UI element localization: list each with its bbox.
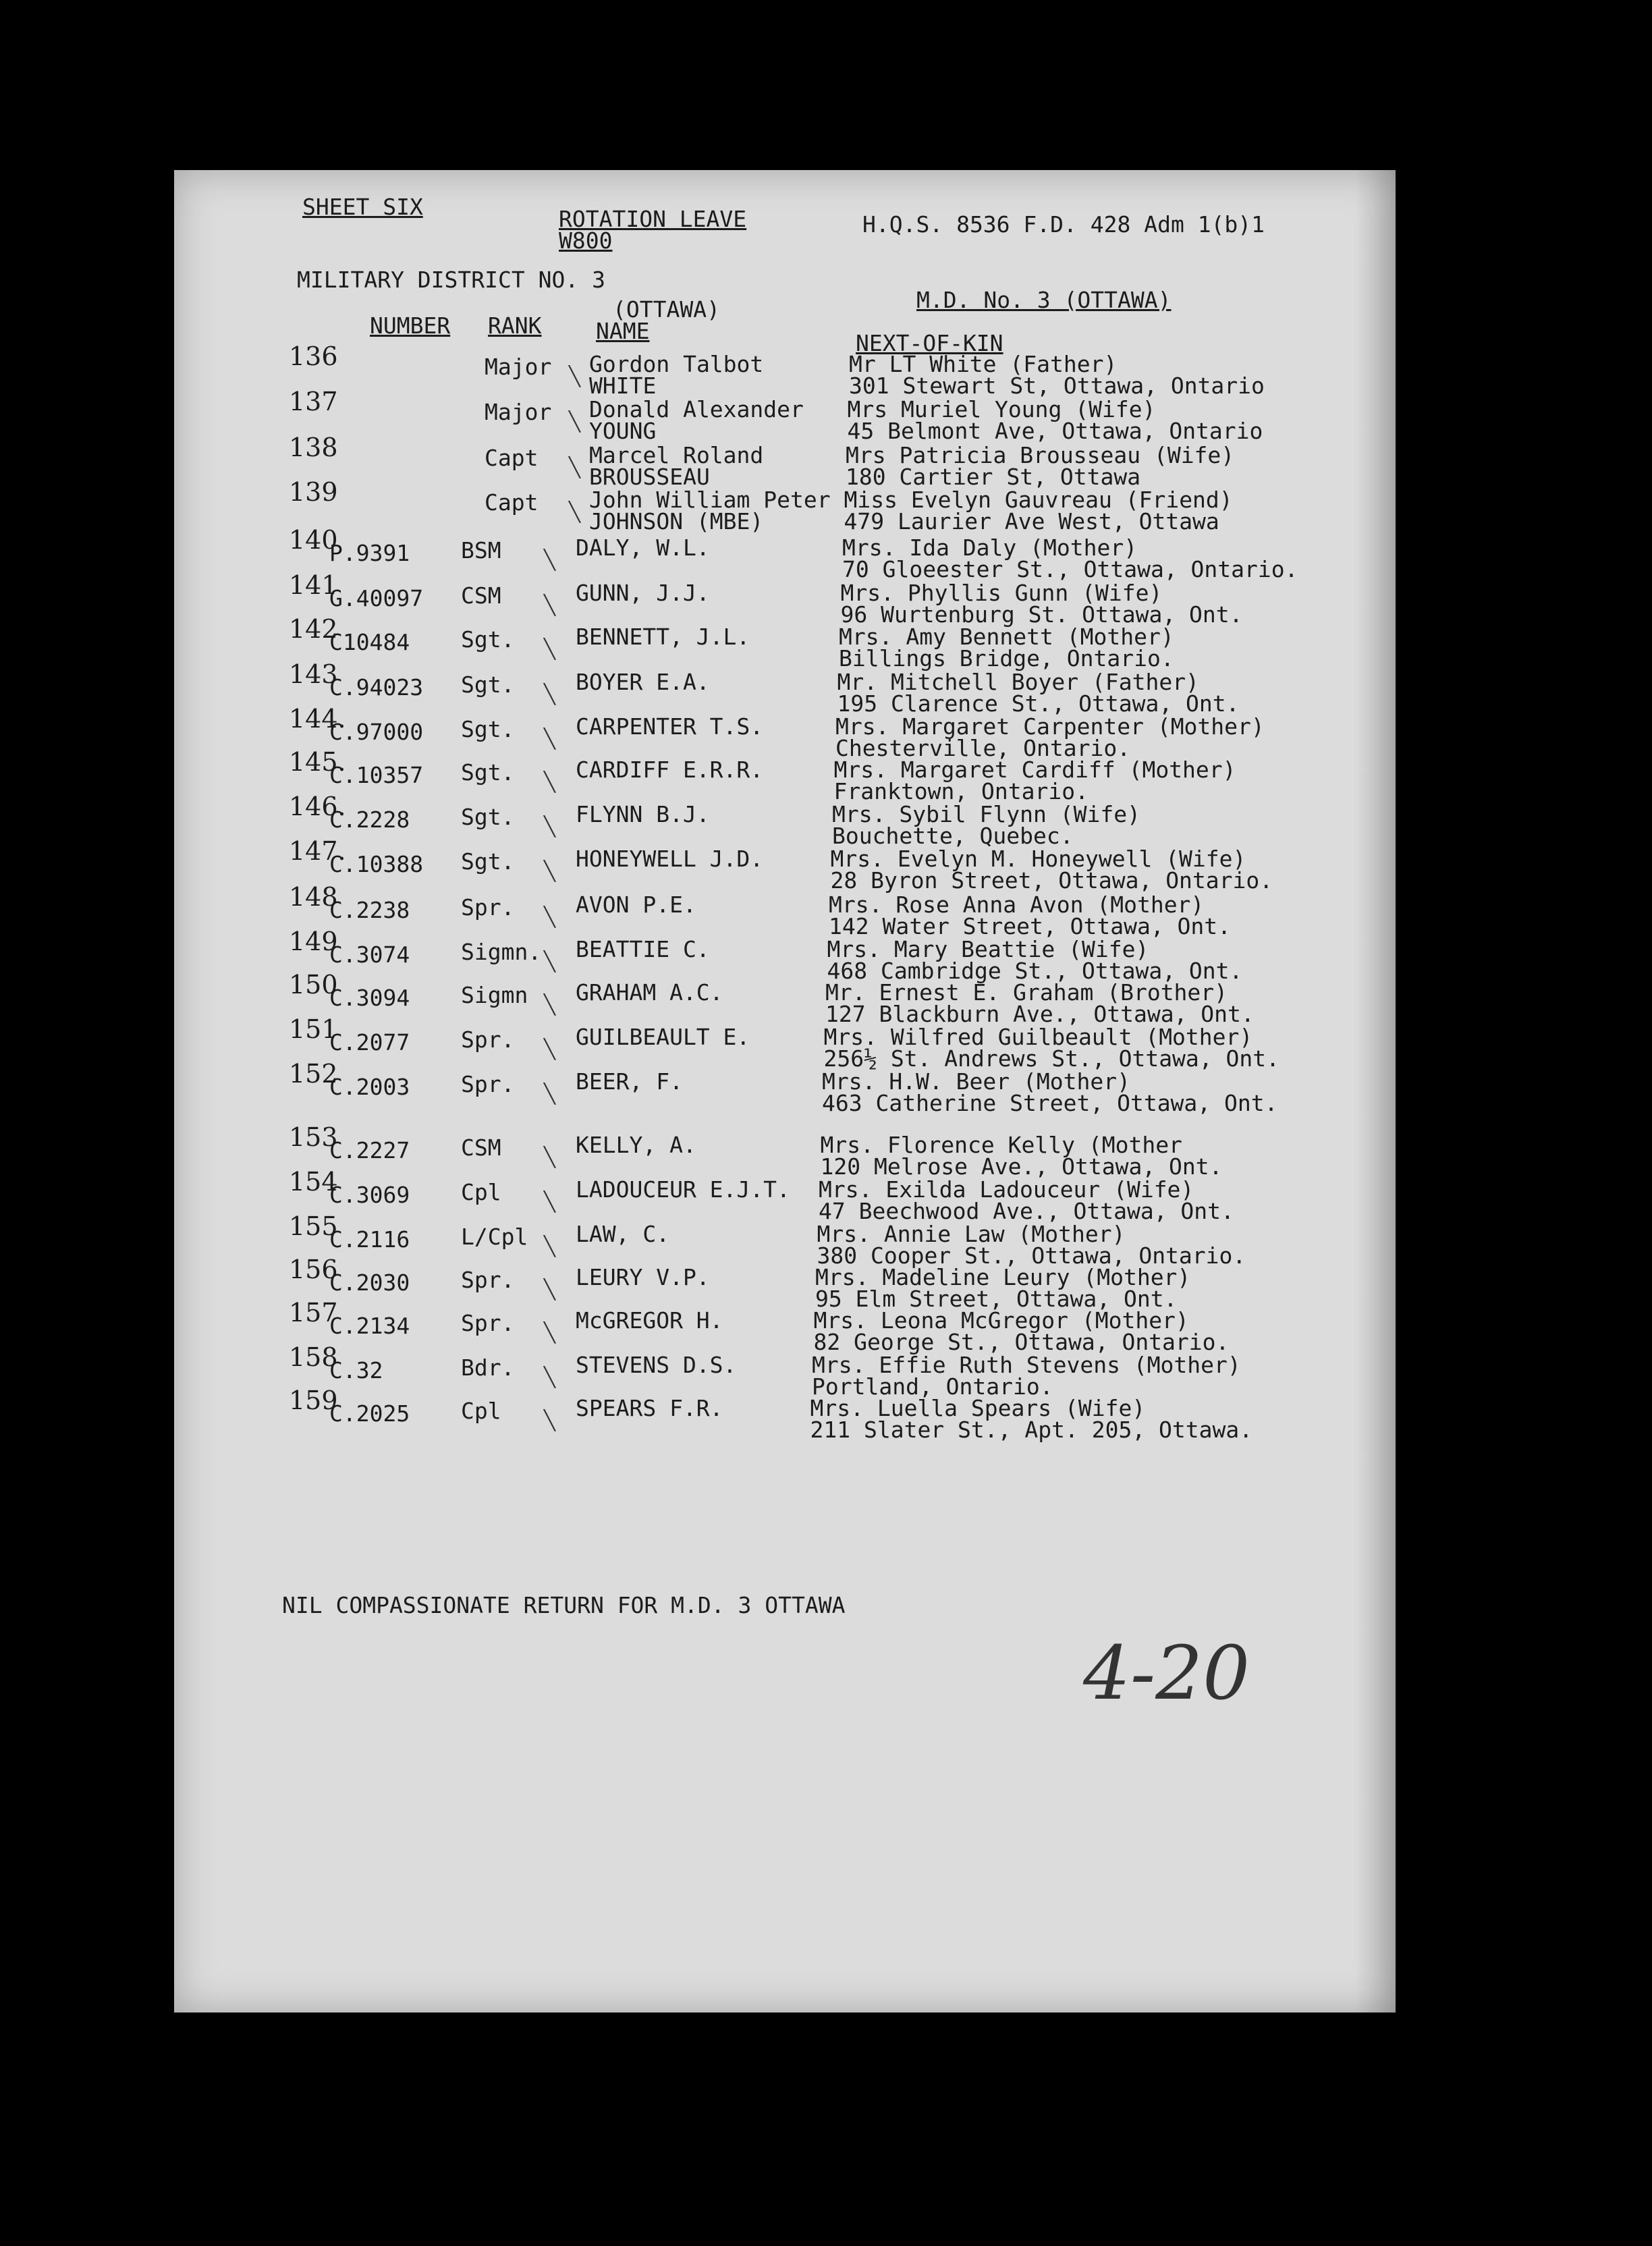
checkmark-icon: ╲: [544, 860, 555, 882]
row-rank: Spr.: [461, 1310, 515, 1336]
checkmark-icon: ╲: [544, 683, 555, 705]
row-line-number: 151: [289, 1014, 338, 1044]
row-line-number: 146.: [289, 792, 346, 821]
row-service-number: C.32: [329, 1357, 383, 1384]
row-address: Bouchette, Quebec.: [832, 823, 1074, 849]
table-row: [174, 433, 1396, 490]
row-service-number: C.2003: [329, 1074, 410, 1100]
table-row: [174, 927, 1396, 984]
row-rank: Sigmn: [461, 982, 528, 1008]
row-address: 211 Slater St., Apt. 205, Ottawa.: [810, 1417, 1253, 1443]
checkmark-icon: ╲: [544, 950, 555, 973]
checkmark-icon: ╲: [544, 1190, 555, 1213]
checkmark-icon: ╲: [544, 1083, 555, 1105]
row-address: 28 Byron Street, Ottawa, Ontario.: [830, 867, 1273, 894]
row-line-number: 149: [289, 927, 338, 956]
row-next-of-kin: Mrs. Phyllis Gunn (Wife): [840, 580, 1163, 606]
row-name: Donald Alexander: [589, 396, 804, 422]
row-name: FLYNN B.J.: [576, 801, 710, 827]
row-service-number: C.2116: [329, 1226, 410, 1253]
row-next-of-kin: Mrs. Luella Spears (Wife): [810, 1395, 1146, 1421]
row-service-number: C.2030: [329, 1269, 410, 1296]
row-address: 301 Stewart St, Ottawa, Ontario: [849, 373, 1265, 399]
row-name: KELLY, A.: [576, 1132, 696, 1158]
row-service-number: C.3094: [329, 985, 410, 1011]
row-rank: Major: [485, 354, 552, 380]
table-row: [174, 1059, 1396, 1116]
row-line-number: 139: [289, 477, 338, 507]
row-address: 142 Water Street, Ottawa, Ont.: [829, 913, 1232, 939]
row-address: 479 Laurier Ave West, Ottawa: [844, 508, 1219, 535]
row-name: BEER, F.: [576, 1068, 683, 1095]
row-line-number: 145.: [289, 747, 346, 777]
row-next-of-kin: Mrs. Sybil Flynn (Wife): [832, 801, 1140, 827]
row-name: CARDIFF E.R.R.: [576, 757, 764, 783]
row-service-number: P.9391: [329, 540, 410, 566]
checkmark-icon: ╲: [544, 815, 555, 838]
handwritten-annotation: 4-20: [1083, 1630, 1250, 1716]
row-address: 463 Catherine Street, Ottawa, Ont.: [822, 1090, 1278, 1116]
row-next-of-kin: Mrs Patricia Brousseau (Wife): [846, 442, 1235, 468]
row-address: 95 Elm Street, Ottawa, Ont.: [815, 1286, 1178, 1312]
row-line-number: 144.: [289, 704, 346, 734]
row-service-number: C.3074: [329, 941, 410, 968]
row-service-number: G.40097: [329, 585, 424, 611]
row-service-number: C.2238: [329, 897, 410, 923]
row-name: BOYER E.A.: [576, 669, 710, 695]
row-rank: Spr.: [461, 1267, 515, 1293]
row-service-number: C.97000: [329, 719, 424, 745]
row-rank: CSM: [461, 582, 501, 609]
row-name: DALY, W.L.: [576, 535, 710, 561]
row-rank: CSM: [461, 1134, 501, 1161]
checkmark-icon: ╲: [544, 728, 555, 750]
row-address: 127 Blackburn Ave., Ottawa, Ont.: [825, 1001, 1255, 1027]
row-name: John William Peter: [589, 487, 831, 513]
checkmark-icon: ╲: [569, 365, 580, 387]
row-line-number: 147.: [289, 836, 346, 866]
row-next-of-kin: Mr LT White (Father): [849, 351, 1118, 377]
row-rank: Sgt.: [461, 759, 515, 786]
row-line-number: 153: [289, 1122, 338, 1152]
row-address: Franktown, Ontario.: [833, 778, 1089, 804]
row-name: BEATTIE C.: [576, 936, 710, 962]
checkmark-icon: ╲: [544, 1366, 555, 1388]
row-rank: Cpl: [461, 1179, 501, 1205]
row-name-second-line: WHITE: [589, 373, 657, 399]
row-line-number: 142: [289, 614, 338, 644]
document-page: [174, 170, 1396, 2012]
row-next-of-kin: Mrs. Ida Daly (Mother): [842, 535, 1138, 561]
footer-note: NIL COMPASSIONATE RETURN FOR M.D. 3 OTTAWA: [282, 1592, 846, 1618]
checkmark-icon: ╲: [544, 993, 555, 1016]
row-next-of-kin: Mrs. Effie Ruth Stevens (Mother): [812, 1352, 1241, 1378]
row-rank: Sgt.: [461, 626, 515, 653]
row-address: 96 Wurtenburg St. Ottawa, Ont.: [840, 601, 1243, 628]
row-address: 195 Clarence St., Ottawa, Ont.: [837, 690, 1240, 717]
checkmark-icon: ╲: [544, 638, 555, 660]
row-name: Marcel Roland: [589, 442, 764, 468]
col-number: NUMBER: [370, 312, 451, 339]
row-name: LAW, C.: [576, 1221, 670, 1247]
row-rank: L/Cpl: [461, 1224, 528, 1250]
row-name: Gordon Talbot: [589, 351, 764, 377]
row-service-number: C.2077: [329, 1029, 410, 1056]
row-name: HONEYWELL J.D.: [576, 846, 764, 872]
row-next-of-kin: Mr. Ernest E. Graham (Brother): [825, 979, 1228, 1006]
table-row: [174, 387, 1396, 444]
row-line-number: 157: [289, 1298, 338, 1327]
row-address: 468 Cambridge St., Ottawa, Ont.: [827, 958, 1243, 984]
row-next-of-kin: Mrs Muriel Young (Wife): [847, 396, 1156, 422]
row-line-number: 148: [289, 882, 338, 912]
checkmark-icon: ╲: [544, 1409, 555, 1431]
row-address: 380 Cooper St., Ottawa, Ontario.: [817, 1242, 1246, 1269]
checkmark-icon: ╲: [569, 410, 580, 433]
row-address: Chesterville, Ontario.: [835, 735, 1131, 761]
row-rank: Sigmn.: [461, 939, 542, 965]
row-rank: Bdr.: [461, 1354, 515, 1381]
table-row: [174, 792, 1396, 849]
checkmark-icon: ╲: [569, 456, 580, 478]
row-line-number: 143: [289, 659, 338, 689]
md-title: M.D. No. 3 (OTTAWA): [916, 287, 1172, 313]
row-line-number: 156: [289, 1255, 338, 1284]
row-rank: Sgt.: [461, 672, 515, 698]
row-line-number: 159: [289, 1386, 338, 1415]
row-service-number: C.2228: [329, 806, 410, 833]
row-name: BENNETT, J.L.: [576, 624, 750, 650]
table-row: [174, 525, 1396, 582]
checkmark-icon: ╲: [544, 1278, 555, 1300]
row-name: LADOUCEUR E.J.T.: [576, 1176, 790, 1203]
row-line-number: 140: [289, 525, 338, 555]
row-line-number: 150: [289, 970, 338, 999]
row-next-of-kin: Mrs. Margaret Carpenter (Mother): [835, 713, 1265, 740]
row-rank: Cpl: [461, 1398, 501, 1424]
checkmark-icon: ╲: [544, 1321, 555, 1344]
row-next-of-kin: Mrs. Leona McGregor (Mother): [813, 1307, 1189, 1334]
row-address: Portland, Ontario.: [812, 1373, 1053, 1400]
row-line-number: 152: [289, 1059, 338, 1089]
row-name-second-line: BROUSSEAU: [589, 464, 710, 490]
row-rank: Capt: [485, 489, 539, 516]
table-row: [174, 659, 1396, 717]
table-row: [174, 704, 1396, 761]
row-service-number: C.10357: [329, 762, 424, 788]
row-name: AVON P.E.: [576, 892, 696, 918]
hqs-ref: H.Q.S. 8536 F.D. 428 Adm 1(b)1: [862, 211, 1265, 238]
row-name-second-line: YOUNG: [589, 418, 657, 444]
row-next-of-kin: Mrs. Amy Bennett (Mother): [839, 624, 1174, 650]
row-rank: Sgt.: [461, 716, 515, 742]
row-line-number: 158: [289, 1342, 338, 1372]
col-kin: NEXT-OF-KIN: [856, 330, 1003, 356]
row-rank: BSM: [461, 537, 501, 564]
row-address: 70 Gloeester St., Ottawa, Ontario.: [842, 556, 1298, 582]
row-next-of-kin: Mrs. Madeline Leury (Mother): [815, 1264, 1191, 1290]
row-name: GUILBEAULT E.: [576, 1024, 750, 1050]
row-name: STEVENS D.S.: [576, 1352, 737, 1378]
row-next-of-kin: Mrs. Annie Law (Mother): [817, 1221, 1126, 1247]
checkmark-icon: ╲: [544, 1038, 555, 1060]
row-next-of-kin: Mr. Mitchell Boyer (Father): [837, 669, 1199, 695]
row-line-number: 138: [289, 433, 338, 462]
table-row: [174, 570, 1396, 628]
checkmark-icon: ╲: [544, 594, 555, 616]
row-next-of-kin: Mrs. Florence Kelly (Mother: [820, 1132, 1182, 1158]
checkmark-icon: ╲: [544, 906, 555, 928]
row-name: SPEARS F.R.: [576, 1395, 723, 1421]
row-name: GRAHAM A.C.: [576, 979, 723, 1006]
row-rank: Capt: [485, 445, 539, 471]
sheet-label: SHEET SIX: [302, 194, 423, 220]
row-next-of-kin: Mrs. Evelyn M. Honeywell (Wife): [830, 846, 1246, 872]
checkmark-icon: ╲: [569, 501, 580, 523]
row-service-number: C10484: [329, 629, 410, 655]
row-name-second-line: JOHNSON (MBE): [589, 508, 764, 535]
table-row: [174, 1122, 1396, 1180]
row-name: GUNN, J.J.: [576, 580, 710, 606]
row-rank: Sgt.: [461, 848, 515, 875]
row-service-number: C.2134: [329, 1313, 410, 1339]
row-service-number: C.3069: [329, 1182, 410, 1208]
row-line-number: 141: [289, 570, 338, 600]
row-next-of-kin: Mrs. Exilda Ladouceur (Wife): [819, 1176, 1194, 1203]
table-row: [174, 882, 1396, 939]
row-name: CARPENTER T.S.: [576, 713, 764, 740]
row-next-of-kin: Mrs. Wilfred Guilbeault (Mother): [823, 1024, 1253, 1050]
row-next-of-kin: Mrs. Margaret Cardiff (Mother): [833, 757, 1236, 783]
table-row: [174, 1167, 1396, 1224]
row-rank: Sgt.: [461, 804, 515, 830]
row-rank: Major: [485, 399, 552, 425]
row-address: 82 George St., Ottawa, Ontario.: [813, 1329, 1230, 1355]
row-line-number: 154: [289, 1167, 338, 1197]
row-rank: Spr.: [461, 894, 515, 921]
row-name: LEURY V.P.: [576, 1264, 710, 1290]
row-next-of-kin: Mrs. Mary Beattie (Wife): [827, 936, 1149, 962]
row-rank: Spr.: [461, 1026, 515, 1053]
row-rank: Spr.: [461, 1071, 515, 1097]
col-name: NAME: [596, 318, 650, 344]
row-address: Billings Bridge, Ontario.: [839, 645, 1174, 672]
district-city: (OTTAWA): [613, 296, 720, 323]
row-line-number: 137: [289, 387, 338, 416]
row-service-number: C.10388: [329, 851, 424, 877]
row-address: 256½ St. Andrews St., Ottawa, Ont.: [823, 1045, 1280, 1072]
row-name: McGREGOR H.: [576, 1307, 723, 1334]
district-label: MILITARY DISTRICT NO. 3: [297, 267, 605, 293]
row-address: 47 Beechwood Ave., Ottawa, Ont.: [819, 1198, 1234, 1224]
checkmark-icon: ╲: [544, 549, 555, 571]
w-ref: W800: [559, 227, 613, 254]
row-next-of-kin: Miss Evelyn Gauvreau (Friend): [844, 487, 1233, 513]
row-address: 120 Melrose Ave., Ottawa, Ont.: [820, 1153, 1223, 1180]
row-service-number: C.2227: [329, 1137, 410, 1163]
rotation-label: ROTATION LEAVE: [559, 206, 747, 232]
checkmark-icon: ╲: [544, 1146, 555, 1168]
row-service-number: C.94023: [329, 674, 424, 701]
row-next-of-kin: Mrs. H.W. Beer (Mother): [822, 1068, 1130, 1095]
row-next-of-kin: Mrs. Rose Anna Avon (Mother): [829, 892, 1205, 918]
row-address: 180 Cartier St, Ottawa: [846, 464, 1141, 490]
row-service-number: C.2025: [329, 1400, 410, 1427]
row-line-number: 155: [289, 1211, 338, 1241]
checkmark-icon: ╲: [544, 771, 555, 793]
row-line-number: 136: [289, 341, 338, 371]
col-rank: RANK: [488, 312, 542, 339]
checkmark-icon: ╲: [544, 1235, 555, 1257]
row-address: 45 Belmont Ave, Ottawa, Ontario: [847, 418, 1263, 444]
